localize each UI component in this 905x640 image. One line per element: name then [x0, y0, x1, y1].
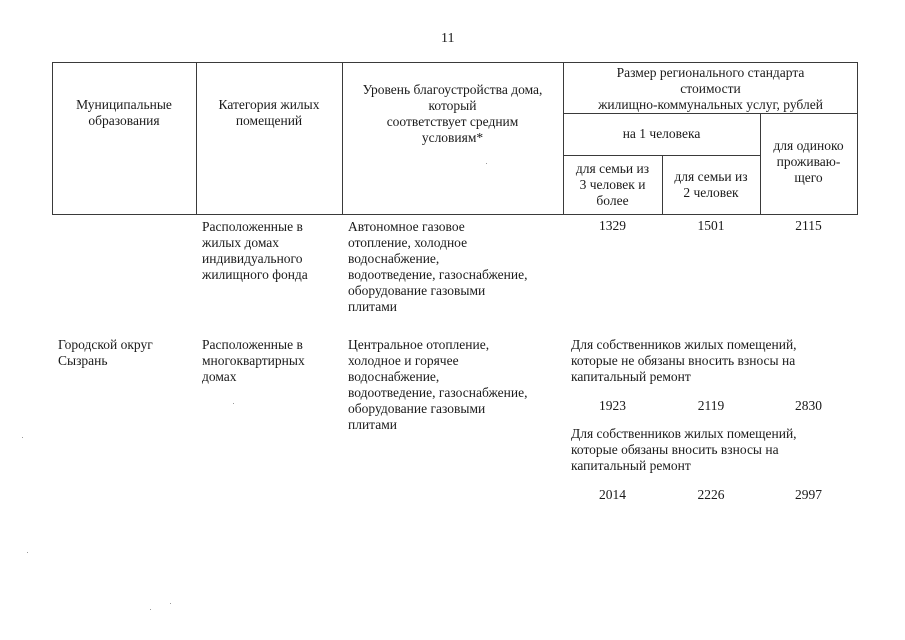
scan-speck	[150, 609, 151, 610]
table-border-top	[52, 62, 858, 63]
page-number: 11	[441, 31, 455, 46]
scan-speck	[27, 552, 28, 553]
header-rule-per-person	[563, 113, 858, 114]
table-border-bottom	[52, 214, 858, 215]
scan-speck	[22, 437, 23, 438]
value-single-resident: 2115	[795, 218, 822, 233]
scan-speck	[486, 163, 487, 164]
value-family-3-plus: 2014	[599, 487, 626, 502]
header-per-person: на 1 человека	[622, 126, 701, 141]
value-family-2: 1501	[697, 218, 725, 233]
value-single-resident: 2830	[795, 398, 822, 413]
table-border-left	[52, 62, 53, 215]
column-divider-1	[196, 62, 197, 215]
value-family-2: 2119	[697, 398, 725, 413]
value-single-resident: 2997	[795, 487, 822, 502]
value-family-2: 2226	[697, 487, 725, 502]
scan-speck	[170, 603, 171, 604]
scan-speck	[233, 403, 234, 404]
value-family-3-plus: 1329	[599, 218, 626, 233]
value-family-3-plus: 1923	[599, 398, 626, 413]
